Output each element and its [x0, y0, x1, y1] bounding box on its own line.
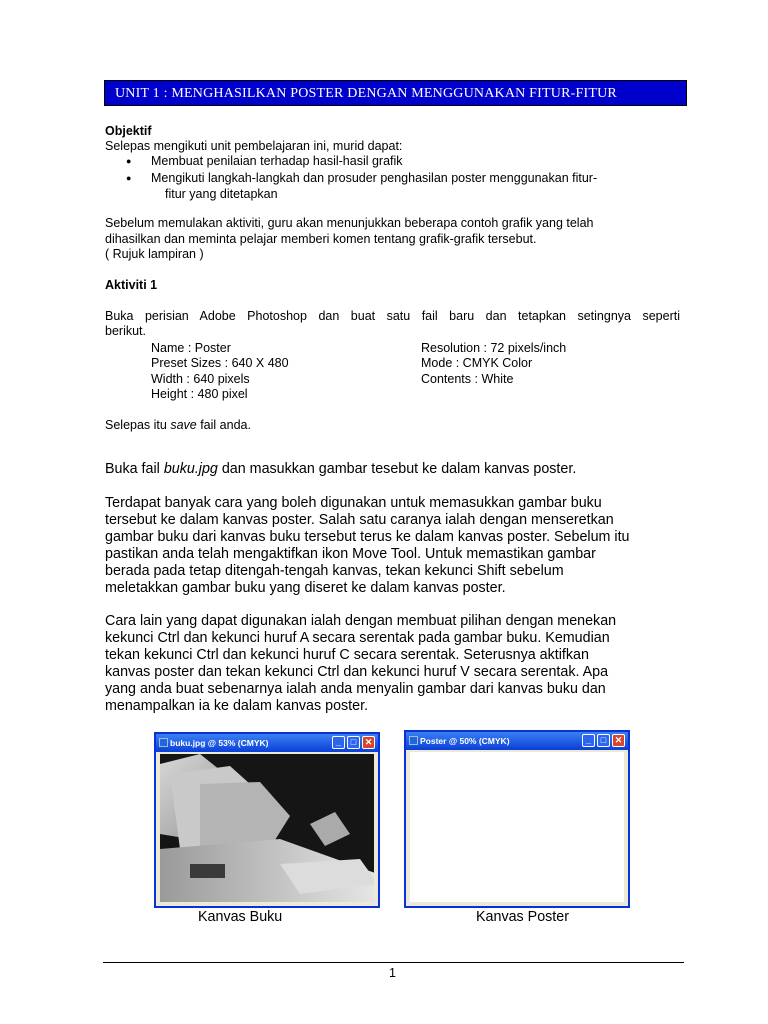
book-photo: [160, 754, 374, 902]
setting-resolution: Resolution : 72 pixels/inch: [421, 341, 567, 355]
buku-caption: Kanvas Buku: [198, 909, 283, 925]
maximize-button[interactable]: □: [347, 736, 360, 749]
photoshop-doc-icon: [409, 736, 418, 745]
close-button[interactable]: ✕: [612, 734, 625, 747]
buku-window-titlebar[interactable]: [156, 734, 378, 752]
intro-line: dihasilkan dan meminta pelajar memberi komen tentang grafik-grafik tersebut.: [105, 232, 537, 246]
paragraph-line: Cara lain yang dapat digunakan ialah dengan membuat pilihan dengan menekan: [105, 613, 617, 629]
page-number: 1: [389, 966, 396, 980]
paragraph-line: menampalkan ia ke dalam kanvas poster.: [105, 698, 369, 714]
buku-canvas[interactable]: [160, 754, 374, 902]
bullet-icon: ●: [126, 156, 132, 166]
paragraph-line: pastikan anda telah mengaktifkan ikon Move Tool. Untuk memastikan gambar: [105, 546, 596, 562]
buku-window-title: buku.jpg @ 53% (CMYK): [170, 738, 269, 748]
objektif-heading: Objektif: [105, 124, 152, 138]
photoshop-doc-icon: [159, 738, 168, 747]
bullet-item-continuation: fitur yang ditetapkan: [165, 187, 278, 201]
paragraph-line: berada pada tetap ditengah-tengah kanvas, tekan kekunci Shift sebelum: [105, 563, 564, 579]
minimize-button[interactable]: _: [332, 736, 345, 749]
footer-divider: [103, 962, 684, 963]
maximize-button[interactable]: □: [597, 734, 610, 747]
paragraph-line: gambar buku dari kanvas buku tersebut terus ke dalam kanvas poster. Sebelum itu: [105, 529, 630, 545]
paragraph-line: kanvas poster dan tekan kekunci Ctrl dan kekunci huruf V secara serentak. Apa: [105, 664, 609, 680]
minimize-button[interactable]: _: [582, 734, 595, 747]
bullet-item: Membuat penilaian terhadap hasil-hasil grafik: [151, 154, 403, 168]
poster-window[interactable]: [404, 730, 630, 908]
paragraph-line: kekunci Ctrl dan kekunci huruf A secara serentak pada gambar buku. Kemudian: [105, 630, 610, 646]
setting-width: Width : 640 pixels: [151, 372, 250, 386]
objektif-intro: Selepas mengikuti unit pembelajaran ini, murid dapat:: [105, 139, 403, 153]
aktiviti-line: Buka perisian Adobe Photoshop dan buat satu fail baru dan tetapkan setingnya seperti: [105, 309, 680, 323]
paragraph-line: tekan kekunci Ctrl dan kekunci huruf C secara serentak. Seterusnya aktifkan: [105, 647, 589, 663]
aktiviti-heading: Aktiviti 1: [105, 278, 158, 292]
unit-title-banner: UNIT 1 : MENGHASILKAN POSTER DENGAN MENGGUNAKAN FITUR-FITUR: [104, 80, 687, 106]
paragraph-line: yang anda buat sebenarnya ialah anda menyalin gambar dari kanvas buku dan: [105, 681, 606, 697]
poster-caption: Kanvas Poster: [476, 909, 569, 925]
poster-canvas[interactable]: [410, 752, 624, 902]
paragraph-line: tersebut ke dalam kanvas poster. Salah satu caranya ialah dengan menseretkan: [105, 512, 614, 528]
intro-line: Sebelum memulakan aktiviti, guru akan menunjukkan beberapa contoh grafik yang telah: [105, 216, 594, 230]
paragraph-line: meletakkan gambar buku yang diseret ke dalam kanvas poster.: [105, 580, 506, 596]
poster-window-title: Poster @ 50% (CMYK): [420, 736, 510, 746]
setting-height: Height : 480 pixel: [151, 387, 248, 401]
rujuk-lampiran: ( Rujuk lampiran ): [105, 247, 204, 261]
setting-contents: Contents : White: [421, 372, 514, 386]
setting-preset-size: Preset Sizes : 640 X 480: [151, 356, 289, 370]
poster-window-titlebar[interactable]: [406, 732, 628, 750]
aktiviti-line: berikut.: [105, 324, 146, 338]
bullet-icon: ●: [126, 173, 132, 183]
setting-name: Name : Poster: [151, 341, 231, 355]
paragraph-line: Terdapat banyak cara yang boleh digunakan untuk memasukkan gambar buku: [105, 495, 602, 511]
close-button[interactable]: ✕: [362, 736, 375, 749]
buka-fail-paragraph: Buka fail buku.jpg dan masukkan gambar tesebut ke dalam kanvas poster.: [105, 461, 577, 477]
save-instruction: Selepas itu save fail anda.: [105, 418, 251, 432]
buku-window[interactable]: [154, 732, 380, 908]
bullet-item: Mengikuti langkah-langkah dan prosuder penghasilan poster menggunakan fitur-: [151, 171, 598, 185]
setting-mode: Mode : CMYK Color: [421, 356, 533, 370]
